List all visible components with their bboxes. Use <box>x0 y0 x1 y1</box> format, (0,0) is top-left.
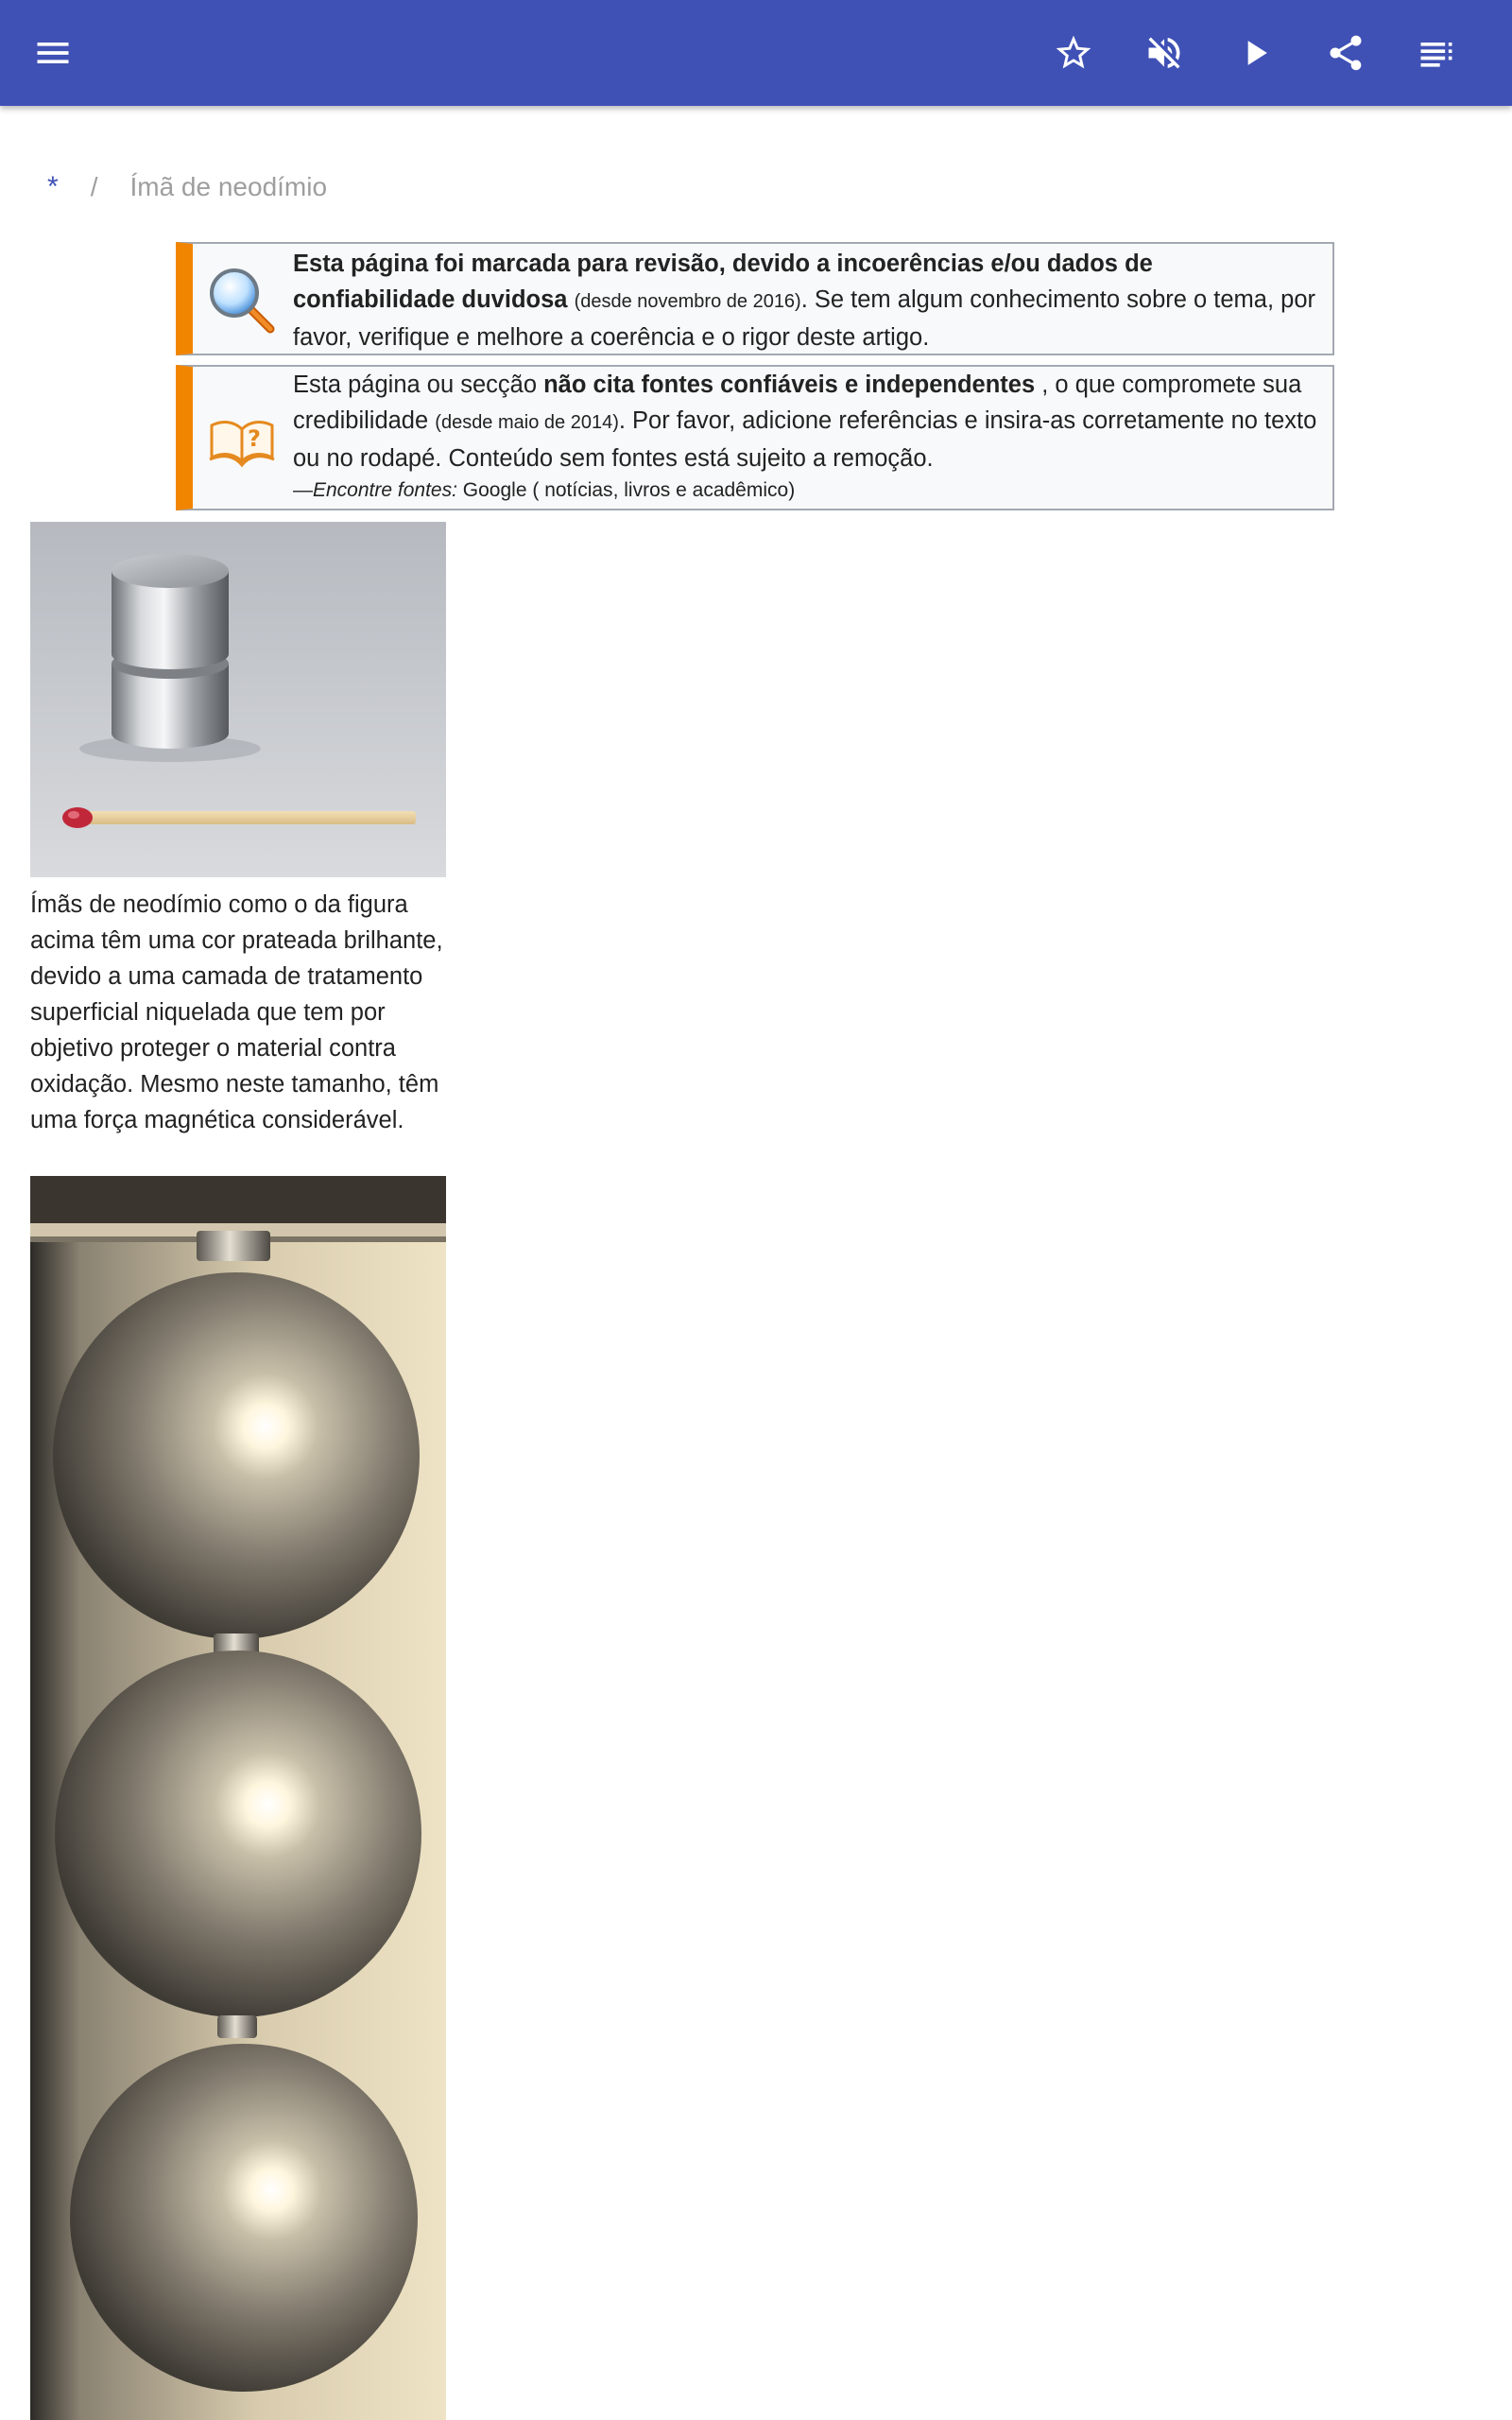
notice-review <box>176 242 1334 355</box>
find-sources-comma: , <box>612 479 619 501</box>
notice-review-rest: . Se tem algum conhecimento sobre o tema, por favor, verifique e melhore a coerência e o rigor deste artigo. <box>293 286 1315 351</box>
magnets-and-match-illustration <box>30 522 446 877</box>
breadcrumb <box>47 164 327 210</box>
play-button[interactable] <box>1221 19 1289 87</box>
list-icon <box>1416 32 1457 74</box>
stacked-magnetic-spheres-illustration <box>30 1176 446 2420</box>
volume-off-icon <box>1143 32 1185 74</box>
breadcrumb-current: Ímã de neodímio <box>129 172 328 201</box>
notice-sources-text <box>293 367 1319 505</box>
notice-sources-prefix: Esta página ou secção <box>293 372 538 398</box>
notice-sources-rest: . Por favor, adicione referências e insira-as corretamente no texto ou no rodapé. Conteúdo sem fontes está sujeito a remoção. <box>293 407 1317 472</box>
contents-button[interactable] <box>1402 19 1470 87</box>
find-sources-line <box>293 476 1319 505</box>
share-button[interactable] <box>1312 19 1380 87</box>
svg-text:?: ? <box>248 425 261 452</box>
star-icon <box>1053 32 1094 74</box>
breadcrumb-home[interactable]: * <box>47 171 59 202</box>
notice-sources-middle: , o que compromete sua credibilidade <box>293 372 1302 434</box>
menu-button[interactable] <box>19 19 87 87</box>
find-sources-open: ( <box>532 479 540 501</box>
menu-icon <box>32 32 74 74</box>
find-sources-label: Encontre fontes: <box>313 479 457 501</box>
figure-magnetic-spheres-image[interactable] <box>30 1176 446 2420</box>
find-sources-and: e <box>676 479 687 501</box>
favorite-button[interactable] <box>1040 19 1108 87</box>
find-sources-close: ) <box>788 479 796 501</box>
share-icon <box>1325 32 1366 74</box>
find-sources-books-link[interactable]: livros <box>624 479 671 501</box>
app-bar <box>0 0 1512 106</box>
notice-sources-bold: não cita fontes confiáveis e independentes <box>543 372 1036 398</box>
find-sources-dash: — <box>293 479 313 501</box>
figure1-caption: Ímãs de neodímio como o da figura acima têm uma cor prateada brilhante, devido a uma camada de tratamento superficial niquelada que tem por objetivo proteger o material contra oxidação. Mesmo neste tamanho, têm uma força magnética considerável. <box>30 891 443 1133</box>
find-sources-google-link[interactable]: Google <box>462 479 527 501</box>
find-sources-news-link[interactable]: notícias <box>544 479 613 501</box>
figure-neodymium-magnets-image[interactable] <box>30 522 446 877</box>
notice-sources-date: (desde maio de 2014) <box>435 412 619 433</box>
breadcrumb-separator: / <box>90 172 98 201</box>
notice-review-date: (desde novembro de 2016) <box>574 291 801 312</box>
magnifier-icon <box>206 265 278 337</box>
notice-review-bold: Esta página foi marcada para revisão, devido a incoerências e/ou dados de confiabilidade duvidosa <box>293 251 1153 313</box>
mute-button[interactable] <box>1130 19 1198 87</box>
find-sources-academic-link[interactable]: acadêmico <box>692 479 789 501</box>
play-icon <box>1234 32 1276 74</box>
open-book-question-icon <box>206 403 278 475</box>
notice-sources <box>176 365 1334 510</box>
notice-review-text <box>293 246 1319 355</box>
